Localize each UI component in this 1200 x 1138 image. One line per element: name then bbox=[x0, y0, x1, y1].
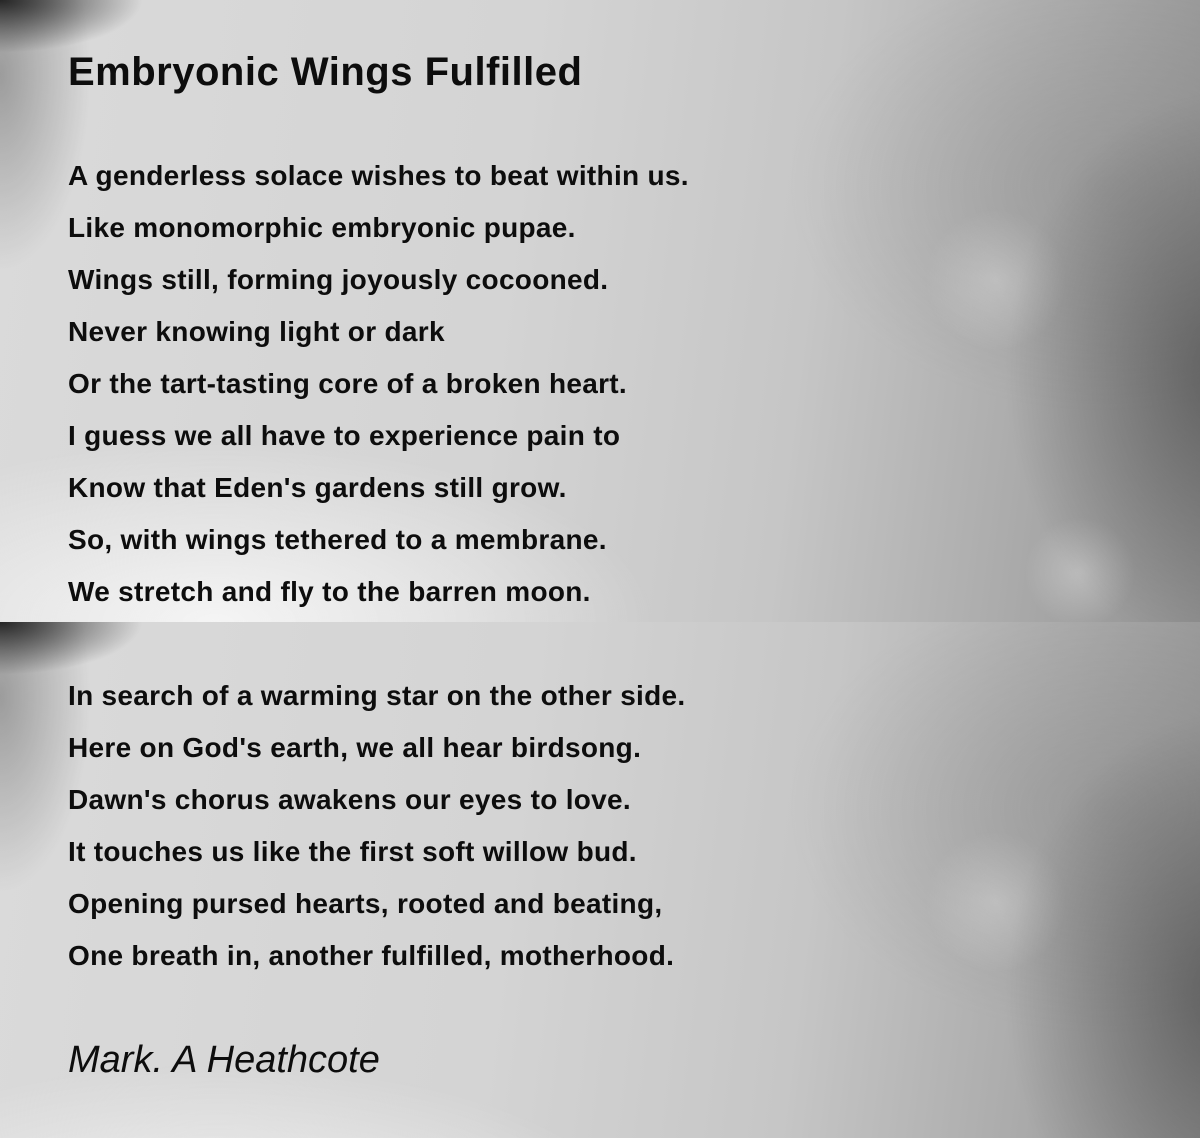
poem-line: Dawn's chorus awakens our eyes to love. bbox=[68, 784, 632, 815]
poem-line: A genderless solace wishes to beat within us. bbox=[68, 160, 689, 191]
poem-line: I guess we all have to experience pain to bbox=[68, 420, 621, 451]
poem-line: Opening pursed hearts, rooted and beating, bbox=[68, 888, 663, 919]
poem-line: It touches us like the first soft willow bud. bbox=[68, 836, 637, 867]
stanza-1 bbox=[68, 150, 1160, 618]
poem-line: Wings still, forming joyously cocooned. bbox=[68, 264, 609, 295]
poem-line: Never knowing light or dark bbox=[68, 316, 445, 347]
poem-title: Embryonic Wings Fulfilled bbox=[68, 50, 583, 94]
poem-line: So, with wings tethered to a membrane. bbox=[68, 524, 607, 555]
poem-line: Or the tart-tasting core of a broken heart. bbox=[68, 368, 627, 399]
poem-line: We stretch and fly to the barren moon. bbox=[68, 576, 591, 607]
poem-line: In search of a warming star on the other side. bbox=[68, 680, 686, 711]
poem-line: One breath in, another fulfilled, motherhood. bbox=[68, 940, 675, 971]
stanza-2 bbox=[68, 670, 1160, 982]
poem-line: Know that Eden's gardens still grow. bbox=[68, 472, 567, 503]
poem-line: Here on God's earth, we all hear birdsong. bbox=[68, 732, 642, 763]
poem-line: Like monomorphic embryonic pupae. bbox=[68, 212, 576, 243]
poem-author: Mark. A Heathcote bbox=[68, 1039, 380, 1081]
